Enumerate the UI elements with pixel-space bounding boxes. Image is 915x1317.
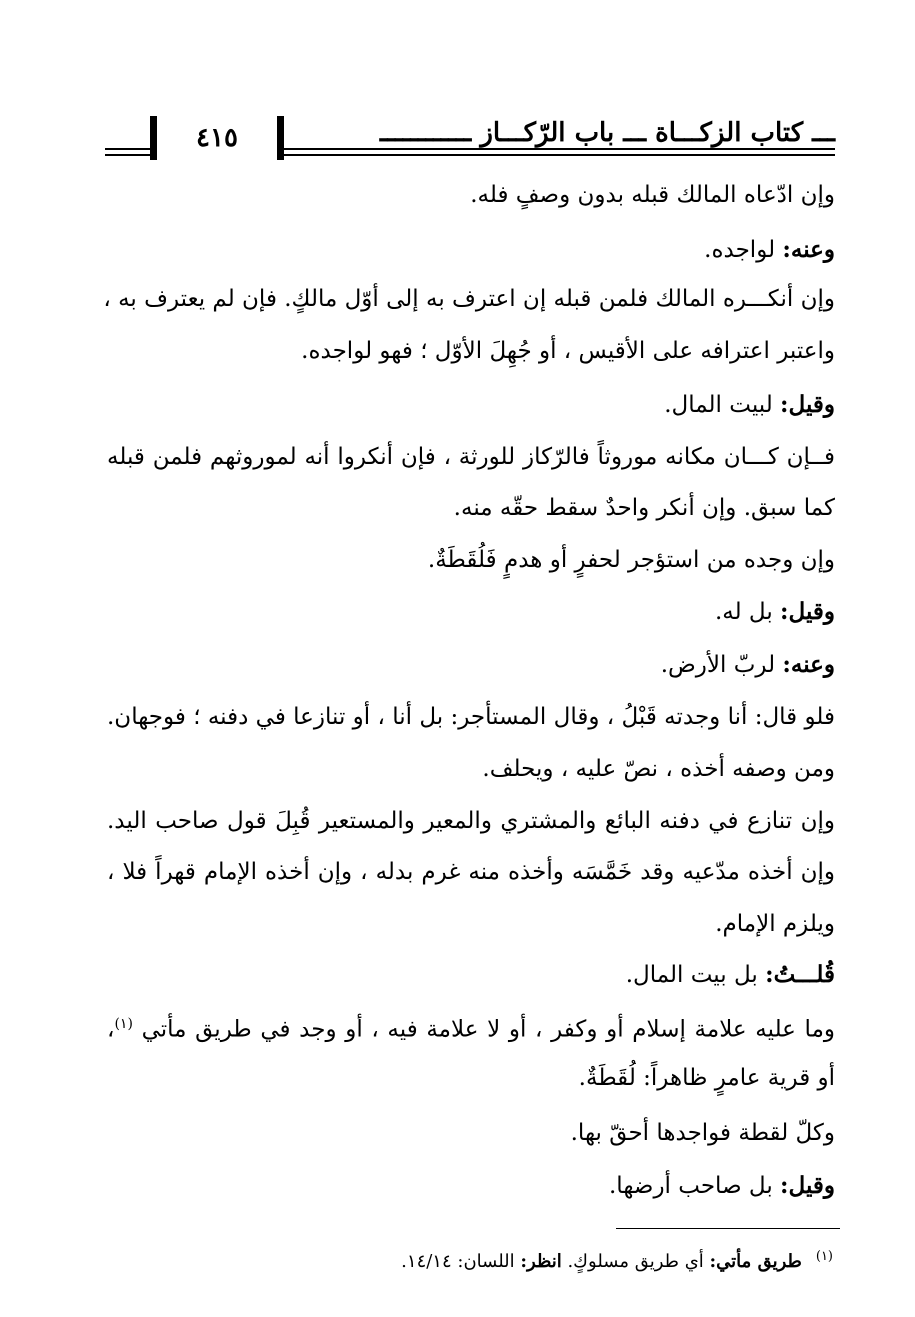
footnote-ref: اللسان: ١٤/١٤.	[401, 1251, 521, 1272]
footnote-term: طريق مأتي:	[709, 1251, 802, 1272]
text-line: فلو قال: أنا وجدته قَبْلُ ، وقال المستأجر: بل أنا ، أو تنازعا في دفنه ؛ فوجهان.	[107, 704, 835, 730]
text-line: أو قرية عامرٍ ظاهراً: لُقَطَةٌ.	[578, 1065, 835, 1091]
text-line: وقيل: لبيت المال.	[664, 391, 835, 418]
page-number: ٤١٥	[196, 123, 238, 153]
line-lead: وعنه:	[782, 651, 835, 678]
footnote-text: أي طريق مسلوكٍ.	[561, 1251, 710, 1272]
text-line: وإن أخذه مدّعيه وقد خَمَّسَه وأخذه منه غرم بدله ، وإن أخذه الإمام قهراً فلا ،	[107, 859, 835, 885]
text-line: وعنه: لواجده.	[704, 236, 835, 263]
footnote-divider	[616, 1228, 840, 1229]
text-line: وإن تنازع في دفنه البائع والمشتري والمعير والمستعير قُبِلَ قول صاحب اليد.	[107, 808, 835, 834]
line-lead: قُلـــتُ:	[765, 961, 835, 988]
line-lead: وقيل:	[780, 1172, 835, 1199]
text-line: وقيل: بل صاحب أرضها.	[609, 1172, 835, 1199]
footnote-ref-label: انظر:	[520, 1251, 562, 1272]
line-lead: وعنه:	[782, 236, 835, 263]
running-title: ـــ كتاب الزكـــاة ـــ باب الرّكـــاز ــــــــــــ	[372, 118, 835, 148]
line-lead: وقيل:	[780, 598, 835, 625]
text-line: ومن وصفه أخذه ، نصّ عليه ، ويحلف.	[482, 756, 835, 782]
page-number-box	[150, 116, 284, 160]
text-line: وإن وجده من استؤجر لحفرٍ أو هدمٍ فَلُقَطَةٌ.	[427, 547, 835, 573]
text-line: قُلـــتُ: بل بيت المال.	[625, 961, 835, 988]
footnote	[401, 1249, 833, 1272]
text-line: فــإن كـــان مكانه موروثاً فالرّكاز للورثة ، فإن أنكروا أنه لموروثهم فلمن قبله	[107, 444, 835, 470]
text-line: ويلزم الإمام.	[715, 911, 835, 937]
text-line: وإن ادّعاه المالك قبله بدون وصفٍ فله.	[470, 182, 835, 208]
text-line: وما عليه علامة إسلام أو وكفر ، أو لا علامة فيه ، أو وجد في طريق مأتي $^{(١)}$،	[107, 1016, 835, 1043]
footnote-number: (١)	[815, 1249, 833, 1264]
page-header	[105, 108, 835, 168]
text-line: كما سبق. وإن أنكر واحدٌ سقط حقّه منه.	[453, 495, 835, 521]
text-line: وقيل: بل له.	[714, 598, 835, 625]
text-line: وإن أنكـــره المالك فلمن قبله إن اعترف به إلى أوّل مالكٍ. فإن لم يعترف به ،	[103, 286, 835, 312]
text-line: واعتبر اعترافه على الأقيس ، أو جُهِلَ الأوّل ؛ فهو لواجده.	[301, 338, 835, 364]
footnote-marker: (١)	[114, 1016, 133, 1032]
text-line: وكلّ لقطة فواجدها أحقّ بها.	[570, 1120, 835, 1146]
line-lead: وقيل:	[780, 391, 835, 418]
text-line: وعنه: لربّ الأرض.	[660, 651, 835, 678]
